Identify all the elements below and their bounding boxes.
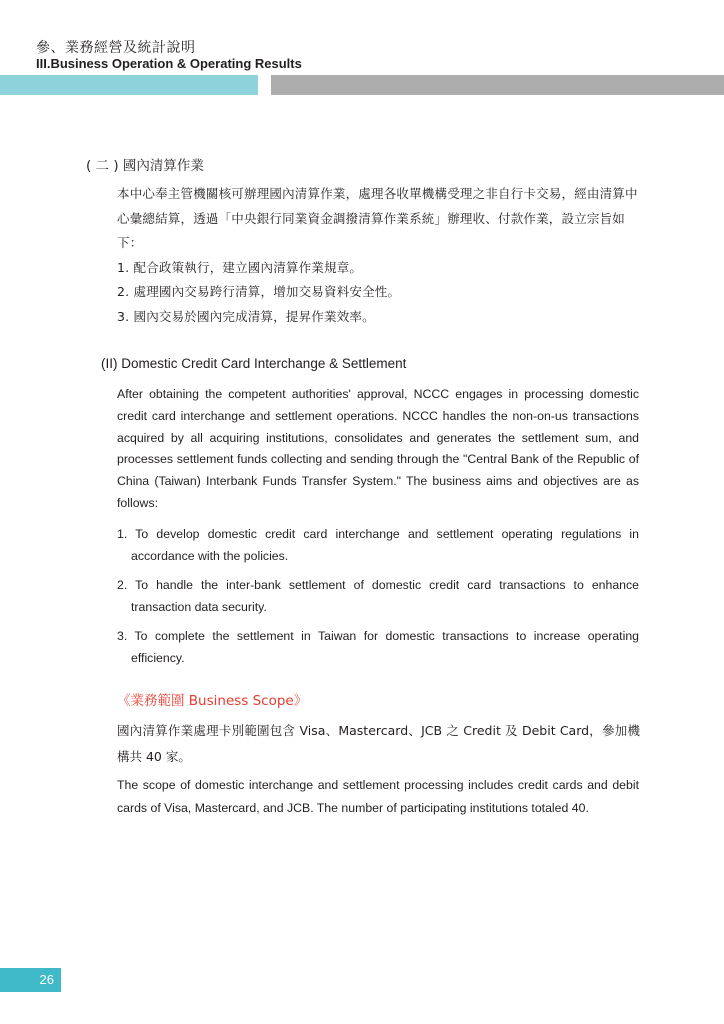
objectives-list-chinese: [117, 256, 640, 330]
section-heading-english: (II) Domestic Credit Card Interchange & Settlement: [101, 356, 407, 371]
list-item: 1. To develop domestic credit card interchange and settlement operating regulations in accordance with the policies.: [117, 527, 639, 563]
header-bar-teal: [0, 75, 258, 95]
list-item: 3. To complete the settlement in Taiwan for domestic transactions to increase operating efficiency.: [117, 629, 639, 665]
section-heading-chinese: ( 二 ) 國內清算作業: [86, 158, 204, 174]
list-item: 2. 處理國內交易跨行清算，增加交易資料安全性。: [117, 284, 401, 299]
page-number: 26: [39, 972, 54, 987]
running-header-chinese: 參、業務經營及統計說明: [36, 40, 196, 56]
list-item: 2. To handle the inter-bank settlement of domestic credit card transactions to enhance transaction data security.: [117, 578, 639, 614]
scope-heading: 《業務範圍 Business Scope》: [117, 693, 308, 709]
objectives-list-english: [117, 523, 639, 676]
intro-paragraph-chinese: 本中心奉主管機關核可辦理國內清算作業，處理各收單機構受理之非自行卡交易，經由清算中心彙總結算，透過「中央銀行同業資金調撥清算作業系統」辦理收、付款作業，設立宗旨如下：: [117, 186, 638, 250]
scope-text-chinese: 國內清算作業處理卡別範圍包含 Visa、Mastercard、JCB 之 Credit 及 Debit Card，參加機構共 40 家。: [117, 723, 640, 764]
header-bar-gray: [271, 75, 724, 95]
list-item: 3. 國內交易於國內完成清算，提昇作業效率。: [117, 308, 375, 324]
scope-text-english: The scope of domestic interchange and settlement processing includes credit cards and debit cards of Visa, Mastercard, and JCB. The number of participating institutions totaled 40.: [117, 778, 639, 815]
intro-paragraph-english: After obtaining the competent authorities' approval, NCCC engages in processing domestic credit card interchange and settlement operations. NCCC handles the non-on-us transactions acquired by all acquiring institutions, consolidates and generates the settlement sum, and processes settlement funds collecting and sending through the "Central Bank of the Republic of China (Taiwan) Interbank Funds Transfer System." The business aims and objectives are as follows:: [117, 387, 639, 510]
list-item: 1. 配合政策執行，建立國內清算作業規章。: [117, 259, 363, 275]
section-body-english: [117, 384, 639, 515]
section-body-chinese: [117, 182, 640, 329]
running-header-english: III.Business Operation & Operating Results: [36, 56, 302, 71]
